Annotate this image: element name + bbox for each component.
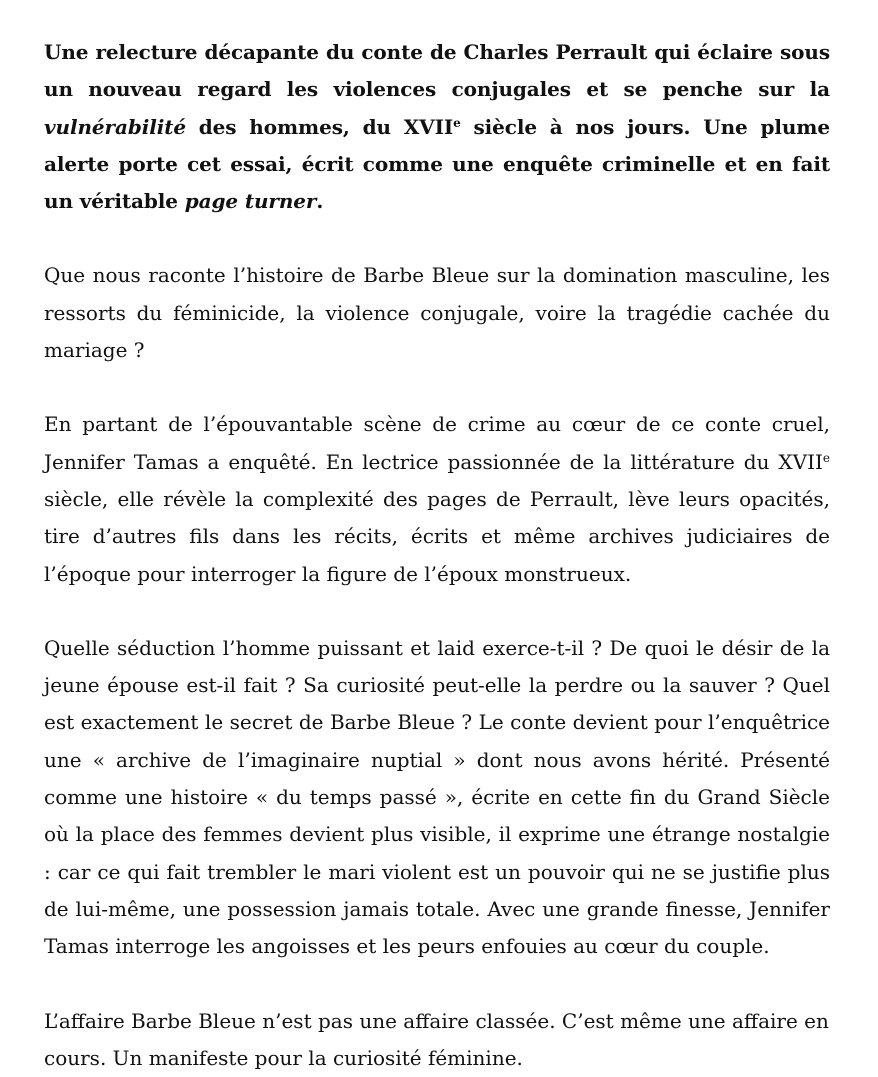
lead-paragraph: [44, 34, 830, 220]
paragraph-enquete: [44, 406, 830, 592]
lead-text-1: Une relecture décapante du conte de Charles Perrault qui éclaire sous un nouveau regard les violences conjugales et se penche sur la: [44, 40, 830, 102]
lead-superscript-e: e: [453, 115, 461, 130]
lead-emphasis-vulnerabilite: vulnérabilité: [44, 114, 186, 139]
paragraph-seduction-questions: Quelle séduction l’homme puissant et laid exerce-t-il ? De quoi le désir de la jeune épouse est-il fait ? Sa curiosité peut-elle la perdre ou la sauver ? Quel est exactement le secret de Barbe Bleue ? Le conte devient pour l’enquêtrice une « archive de l’imaginaire nuptial » dont nous avons hérité. Présenté comme une histoire « du temps passé », écrite en cette fin du Grand Siècle où la place des femmes devient plus visible, il exprime une étrange nostalgie : car ce qui fait trembler le mari violent est un pouvoir qui ne se justifie plus de lui-même, une possession jamais totale. Avec une grande finesse, Jennifer Tamas interroge les angoisses et les peurs enfouies au cœur du couple.: [44, 635, 830, 959]
paragraph-3-text-2: siècle, elle révèle la complexité des pages de Perrault, lève leurs opacités, tire d’autres fils dans les récits, écrits et même archives judiciaires de l’époque pour interroger la figure de l’époux monstrueux.: [44, 486, 830, 586]
paragraph-3-superscript-e: e: [822, 450, 830, 465]
paragraph-conclusion: L’affaire Barbe Bleue n’est pas une affaire classée. C’est même une affaire en cours. Un manifeste pour la curiosité féminine.: [44, 1008, 829, 1070]
lead-text-4: .: [316, 189, 324, 214]
lead-text-2: des hommes, du XVII: [185, 114, 454, 139]
lead-emphasis-page-turner: page turner: [184, 189, 317, 214]
lead-text-3: siècle à nos jours. Une plume alerte porte cet essai, écrit comme une enquête criminelle et en fait un véritable: [44, 114, 830, 214]
paragraph-3-text-1: En partant de l’épouvantable scène de crime au cœur de ce conte cruel, Jennifer Tamas a enquêté. En lectrice passionnée de la littérature du XVII: [44, 412, 830, 474]
paragraph-barbe-bleue-question: Que nous raconte l’histoire de Barbe Bleue sur la domination masculine, les ressorts du féminicide, la violence conjugale, voire la tragédie cachée du mariage ?: [44, 263, 830, 363]
